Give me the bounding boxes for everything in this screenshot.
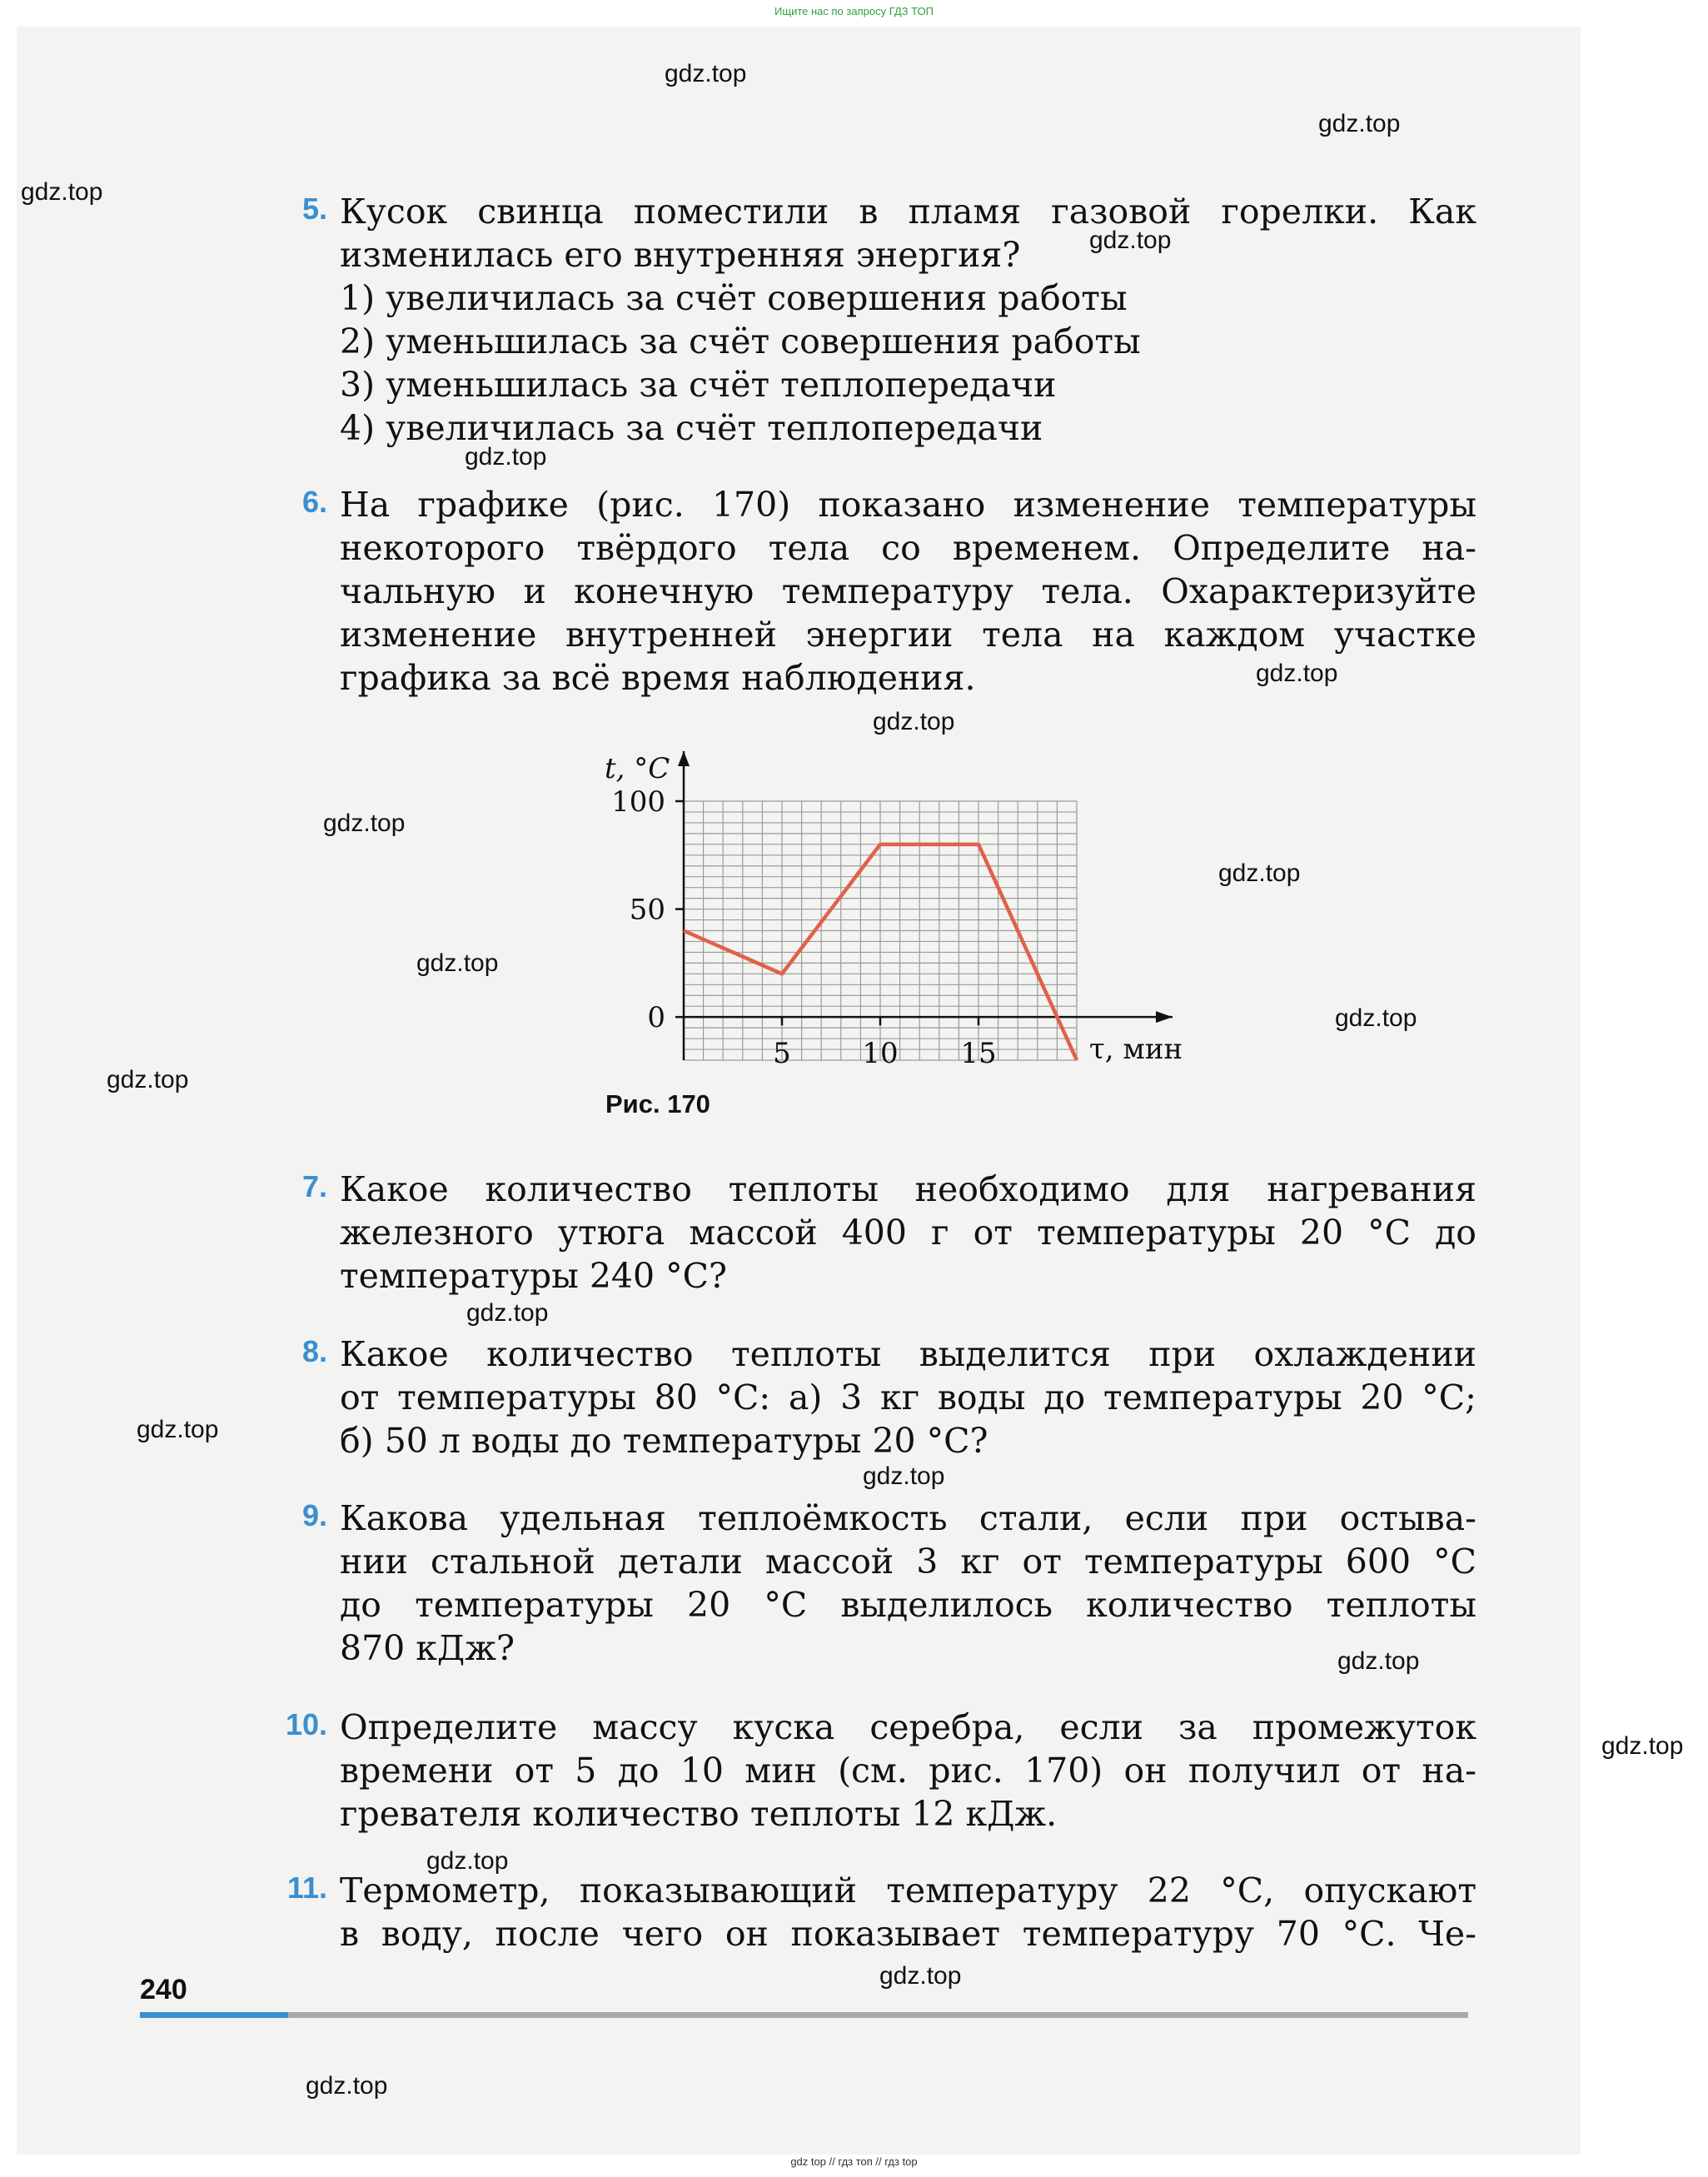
footer-rule [140,2012,1468,2018]
answer-option: 4) увеличилась за счёт теплопередачи [340,408,1043,448]
text-line: Какое количество теплоты необходимо для нагревания [340,1169,1476,1209]
answer-option: 2) уменьшилась за счёт совершения работы [340,321,1141,361]
y-axis-label: t, °C [605,752,670,785]
watermark: gdz.top [107,1066,189,1093]
problem-text [340,1706,1476,1836]
text-line: гревателя количество теплоты 12 кДж. [340,1794,1058,1834]
watermark: gdz.top [879,1962,962,1990]
text-line: Какое количество теплоты выделится при охлаждении [340,1334,1476,1374]
temperature-time-chart [583,733,1216,1066]
footer-accent-bar [140,2012,288,2018]
text-line: времени от 5 до 10 мин (см. рис. 170) он получил от на- [340,1751,1476,1791]
watermark: gdz.top [1601,1732,1684,1760]
answer-option: 1) увеличилась за счёт совершения работы [340,278,1128,318]
answer-option: 3) уменьшилась за счёт теплопередачи [340,365,1057,405]
top-banner: Ищите нас по запросу ГДЗ ТОП [774,5,934,17]
text-line: от температуры 80 °С: а) 3 кг воды до температуры 20 °С; [340,1377,1476,1417]
text-line: до температуры 20 °С выделилось количество теплоты [340,1585,1476,1625]
text-line: На графике (рис. 170) показано изменение температуры [340,485,1476,525]
watermark: gdz.top [665,60,747,87]
watermark: gdz.top [426,1847,509,1875]
problem-text [340,1333,1476,1462]
problem-text [340,1497,1476,1670]
problem-number: 5. [301,192,327,226]
text-line: температуры 240 °С? [340,1256,727,1296]
problem-number: 11. [286,1871,327,1905]
x-axis-label: τ, мин [1089,1033,1183,1066]
text-line: изменение внутренней энергии тела на каждом участке [340,615,1476,655]
text-line: в воду, после чего он показывает температуру 70 °С. Че- [340,1914,1476,1954]
problem-number: 7. [301,1169,327,1203]
problem-text [340,1168,1476,1298]
x-tick-label: 10 [862,1037,899,1066]
bottom-banner: gdz top // гдз топ // гдз top [790,2155,918,2168]
figure-caption: Рис. 170 [605,1089,710,1118]
watermark: gdz.top [1218,859,1301,887]
problem-text [340,1869,1476,1955]
watermark: gdz.top [137,1416,219,1443]
problem-text [340,483,1476,700]
problem-number: 9. [301,1498,327,1532]
watermark: gdz.top [1335,1004,1417,1032]
problem-number: 6. [301,485,327,519]
watermark: gdz.top [466,1299,549,1327]
text-line: графика за всё время наблюдения. [340,658,976,698]
y-axis-arrow [678,751,690,766]
watermark: gdz.top [306,2072,388,2100]
watermark: gdz.top [1318,110,1401,137]
watermark: gdz.top [1256,660,1338,687]
text-line: Какова удельная теплоёмкость стали, если при остыва- [340,1498,1476,1538]
problem-number: 8. [301,1334,327,1368]
watermark: gdz.top [416,949,499,977]
watermark: gdz.top [1089,227,1172,254]
text-line: изменилась его внутренняя энергия? [340,235,1021,275]
problem-text [340,190,1476,450]
text-line: б) 50 л воды до температуры 20 °С? [340,1421,988,1461]
watermark: gdz.top [21,178,103,206]
text-line: некоторого твёрдого тела со временем. Определите на- [340,528,1476,568]
page-number: 240 [140,1974,187,2005]
text-line: Термометр, показывающий температуру 22 °С, опускают [340,1871,1476,1910]
watermark: gdz.top [1337,1647,1420,1675]
text-line: железного утюга массой 400 г от температуры 20 °С до [340,1213,1476,1253]
problem-number: 10. [285,1707,327,1741]
watermark: gdz.top [465,443,547,471]
watermark: gdz.top [873,708,955,735]
watermark: gdz.top [323,810,406,837]
y-tick-label: 50 [629,893,665,927]
text-line: Кусок свинца поместили в пламя газовой горелки. Как [340,192,1476,232]
watermark: gdz.top [863,1462,945,1490]
text-line: 870 кДж? [340,1628,515,1668]
x-axis-arrow [1156,1011,1173,1023]
text-line: Определите массу куска серебра, если за промежуток [340,1707,1476,1747]
y-tick-label: 100 [611,785,665,819]
x-tick-label: 15 [960,1037,997,1066]
text-line: нии стальной детали массой 3 кг от температуры 600 °С [340,1542,1476,1582]
x-tick-label: 5 [773,1037,791,1066]
y-tick-label: 0 [647,1001,665,1035]
text-line: чальную и конечную температуру тела. Охарактеризуйте [340,571,1476,611]
